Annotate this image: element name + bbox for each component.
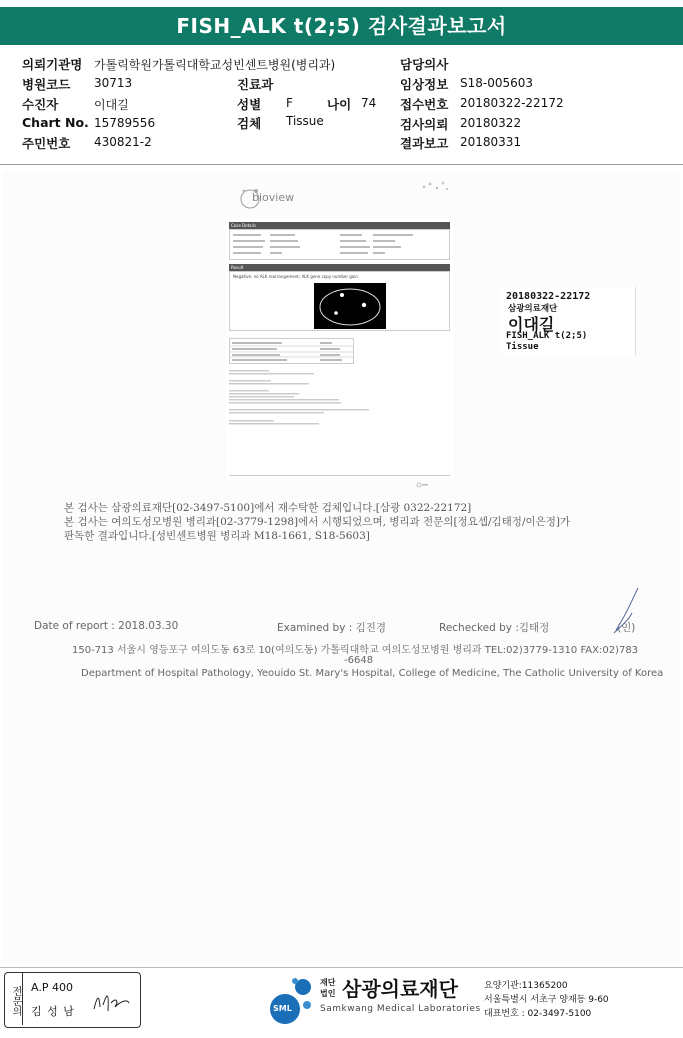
specimen-value: Tissue [286, 114, 324, 128]
doctor-label: 담당의사 [400, 57, 449, 72]
result-text: Negative: no ALK rearrangement; ALK gene copy number gain [233, 274, 358, 279]
report-footer-line [229, 475, 450, 476]
sml-text: SML [273, 1004, 292, 1013]
hospital-department-eng: Department of Hospital Pathology, Yeouido St. Mary's Hospital, College of Medicine, The Catholic University of Korea [81, 668, 664, 679]
stamp-specialist-name: 김 성 남 [31, 1005, 75, 1018]
case-details-header: Case Details [229, 222, 450, 229]
sticker-patient-name: 이대길 [508, 315, 555, 334]
signature-mark [598, 585, 648, 640]
stamp-side-label: 전문의 [5, 973, 23, 1025]
foundation-english-name: Samkwang Medical Laboratories [320, 1004, 481, 1014]
institution-code: 요양기관:11365200 [484, 981, 568, 991]
patient-info-block [0, 48, 683, 166]
bioview-footer-icon [416, 473, 428, 479]
result-box [229, 271, 450, 331]
foundation-name: 삼광의료재단 [342, 977, 458, 1001]
sticker-specimen: Tissue [506, 342, 539, 352]
fish-nucleus-image [314, 283, 386, 329]
result-report-label: 결과보고 [400, 136, 449, 151]
examined-by: Examined by : 김진경 [277, 622, 387, 634]
result-header: Result [229, 264, 450, 271]
chart-number-label: Chart No. [22, 115, 89, 130]
sml-logo-icon [267, 975, 317, 1027]
sample-label-sticker [500, 287, 636, 355]
sticker-test-name: FISH_ALK t(2;5) [506, 331, 588, 341]
sticker-foundation: 삼광의료재단 [508, 304, 558, 314]
hospital-address-2: -6648 [344, 655, 374, 666]
clinical-info-value: S18-005603 [460, 76, 534, 90]
institution-value: 가톨릭학원가톨릭대학교성빈센트병원(병리과) [94, 58, 336, 72]
specialist-stamp [4, 972, 141, 1028]
institution-label: 의뢰기관명 [22, 57, 83, 72]
resident-id-value: 430821-2 [94, 135, 152, 149]
patient-name-value: 이대길 [94, 98, 129, 112]
speckle-dots-icon [420, 178, 450, 192]
hospital-code-value: 30713 [94, 76, 133, 90]
hospital-address-1: 150-713 서울시 영등포구 여의도동 63로 10(여의도동) 가톨릭대학교 여의도성모병원 병리과 TEL:02)3779-1310 FAX:02)783 [72, 645, 639, 656]
request-date-value: 20180322 [460, 116, 522, 130]
department-label: 진료과 [237, 77, 274, 92]
hospital-code-label: 병원코드 [22, 77, 71, 92]
request-date-label: 검사의뢰 [400, 117, 449, 132]
scoring-criteria-text [229, 368, 450, 453]
patient-label: 수진자 [22, 97, 59, 112]
specimen-label: 검체 [237, 116, 262, 131]
age-label: 나이 [327, 97, 352, 112]
sex-value: F [286, 96, 293, 110]
foundation-address: 서울특별시 서초구 양재동 9-60 [484, 995, 609, 1005]
report-title: FISH_ALK t(2;5) 검사결과보고서 [0, 7, 683, 45]
bottom-divider [0, 967, 683, 968]
resident-id-label: 주민번호 [22, 136, 71, 151]
receipt-number-label: 접수번호 [400, 97, 449, 112]
chart-number-value: 15789556 [94, 116, 156, 130]
date-of-report: Date of report : 2018.03.30 [34, 620, 179, 632]
foundation-prefix: 재단법인 [320, 978, 336, 998]
report-header [0, 0, 683, 48]
foundation-phone: 대표번호 : 02-3497-5100 [484, 1009, 592, 1019]
age-value: 74 [361, 96, 377, 110]
info-divider [0, 164, 683, 165]
stamp-signature [91, 987, 133, 1017]
sex-label: 성별 [237, 97, 262, 112]
embedded-fish-report [226, 218, 454, 480]
note-line-2: 본 검사는 여의도성모병원 병리과[02-3779-1298]에서 시행되었으며, 병리과 전문의[정요셉/김태정/이은정]가 [64, 516, 571, 528]
sticker-receipt-number: 20180322-22172 [506, 291, 591, 302]
result-report-value: 20180331 [460, 135, 522, 149]
note-line-3: 판독한 결과입니다.[성빈센트병원 병리과 M18-1661, S18-5603] [64, 530, 370, 542]
note-line-1: 본 검사는 삼광의료재단[02-3497-5100]에서 재수탁한 검체입니다.[삼광 0322-22172] [64, 502, 472, 514]
receipt-number-value: 20180322-22172 [460, 96, 564, 110]
stamp-ap-number: A.P 400 [31, 981, 73, 994]
case-details-table [229, 229, 450, 260]
clinical-info-label: 임상정보 [400, 77, 449, 92]
cell-count-table [229, 338, 354, 364]
seal-mark: (인) [617, 622, 636, 634]
bioview-brand: bioview [252, 191, 295, 204]
rechecked-by: Rechecked by :김태정 [439, 622, 550, 634]
